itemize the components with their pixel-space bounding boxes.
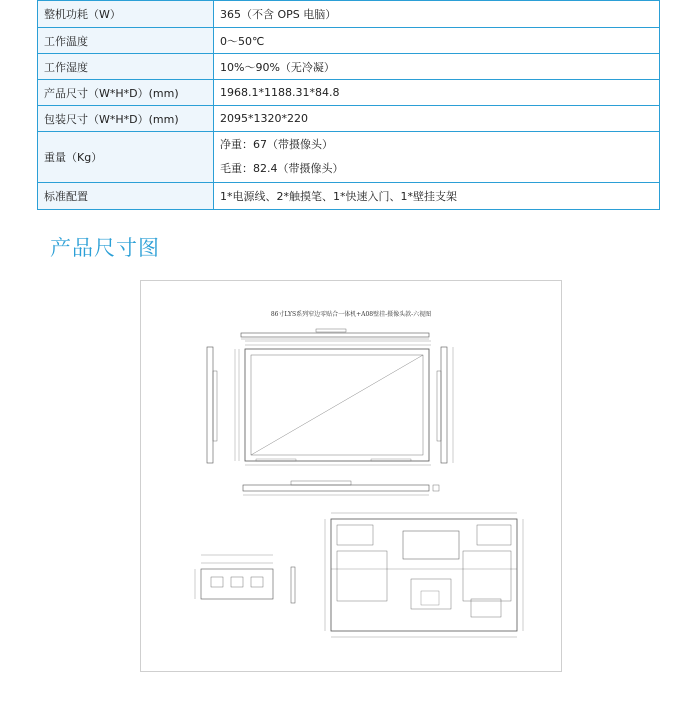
spec-row-weight <box>38 132 660 183</box>
spec-label: 工作湿度 <box>38 54 214 80</box>
spec-value: 0～50℃ <box>214 28 660 54</box>
spec-row-product-size <box>38 80 660 106</box>
spec-row-humidity <box>38 54 660 80</box>
spec-row-power <box>38 1 660 28</box>
bottom-view <box>243 481 439 495</box>
front-view <box>235 341 431 465</box>
spec-label: 整机功耗（W） <box>38 1 214 28</box>
spec-value: 365（不含 OPS 电脑） <box>214 1 660 28</box>
left-side-view <box>207 347 217 463</box>
spec-value: 1*电源线、2*触摸笔、1*快速入门、1*壁挂支架 <box>214 183 660 210</box>
right-side-view <box>437 347 453 463</box>
wall-bracket-view <box>195 555 295 603</box>
top-view <box>241 329 429 339</box>
dimension-drawing <box>140 280 562 672</box>
net-weight: 净重：67（带摄像头） <box>220 138 333 151</box>
spec-value: 10%～90%（无冷凝） <box>214 54 660 80</box>
spec-value <box>214 132 660 183</box>
spec-table <box>37 0 660 210</box>
spec-row-package-size <box>38 106 660 132</box>
spec-label: 标准配置 <box>38 183 214 210</box>
gross-weight: 毛重：82.4（带摄像头） <box>220 162 344 175</box>
spec-label: 产品尺寸（W*H*D）(mm) <box>38 80 214 106</box>
spec-row-temperature <box>38 28 660 54</box>
technical-drawing-figure <box>141 281 561 671</box>
spec-label: 重量（Kg） <box>38 132 214 183</box>
spec-row-accessories <box>38 183 660 210</box>
section-title: 产品尺寸图 <box>50 236 160 260</box>
drawing-title: 86寸LYS系列窄边零贴合一体机+A08壁挂-摄像头款-六视图 <box>270 311 432 318</box>
spec-value: 1968.1*1188.31*84.8 <box>214 80 660 106</box>
spec-value: 2095*1320*220 <box>214 106 660 132</box>
spec-label: 包装尺寸（W*H*D）(mm) <box>38 106 214 132</box>
spec-label: 工作温度 <box>38 28 214 54</box>
rear-view <box>325 513 523 637</box>
